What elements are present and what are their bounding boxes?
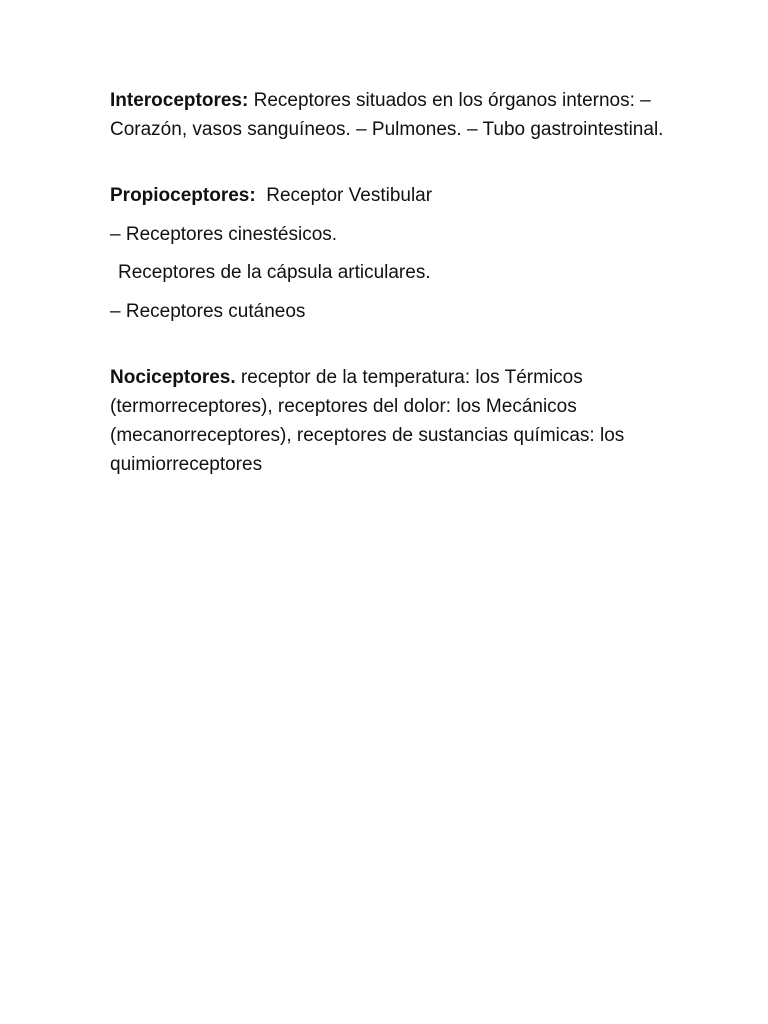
paragraph-propioceptores [110,181,670,210]
document-body [110,86,670,479]
term-interoceptores: Interoceptores: [110,90,249,111]
paragraph-text: receptor de la temperatura: los Térmicos (termorreceptores), receptores del dolor: los Mecánicos (mecanorreceptores), receptores de sustancias químicas: los quimiorreceptores [110,367,625,475]
paragraph-text: Receptor Vestibular [255,185,433,206]
term-propioceptores: Propioceptores: [110,185,256,206]
paragraph-cinestesicos: – Receptores cinestésicos. [110,224,338,245]
paragraph-nociceptores [110,363,670,479]
paragraph-interoceptores [110,86,670,173]
paragraph-cutaneos: – Receptores cutáneos [110,301,306,322]
term-nociceptores: Nociceptores. [110,367,236,388]
paragraph-capsula-articulares: Receptores de la cápsula articulares. [118,262,431,283]
paragraph-text: Receptores situados en los órganos internos: – Corazón, vasos sanguíneos. – Pulmones. – Tubo gastrointestinal. [110,90,664,140]
